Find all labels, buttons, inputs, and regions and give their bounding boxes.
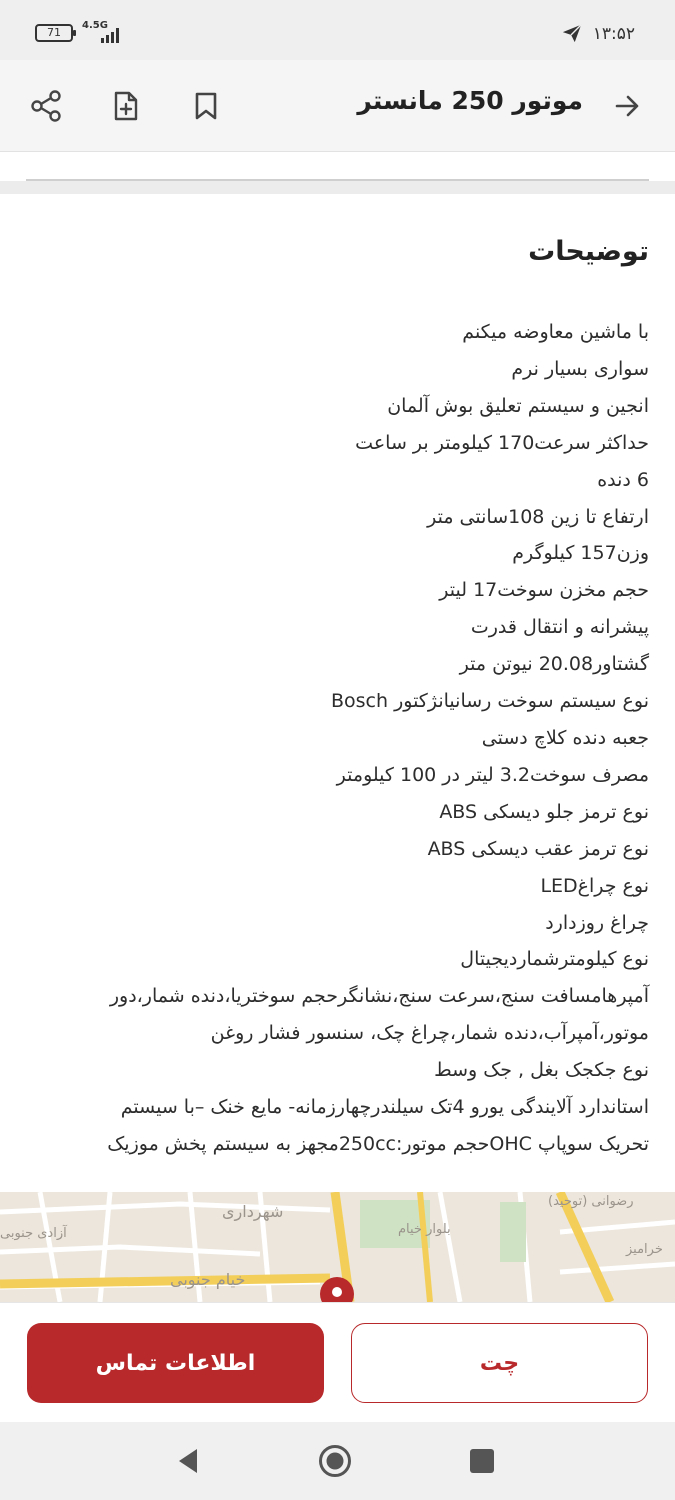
description-line: انجین و سیستم تعلیق بوش آلمان <box>387 394 649 417</box>
description-line: موتور،آمپرآب،دنده شمار،چراغ چک، سنسور فشار روغن <box>210 1022 649 1045</box>
map-label: بلوار خیام <box>398 1222 451 1237</box>
signal-icon <box>100 27 122 43</box>
share-icon <box>30 89 62 123</box>
share-button[interactable] <box>22 82 70 130</box>
nav-home-icon <box>318 1444 352 1478</box>
map-label: رضوانی (توحید) <box>548 1194 634 1209</box>
description-line: 6 دنده <box>597 468 649 491</box>
location-map[interactable] <box>0 1192 675 1302</box>
description-line: نوع چراغLED <box>540 874 649 897</box>
map-label: خرامیز <box>626 1242 663 1257</box>
status-bar <box>0 0 675 60</box>
battery-level: 71 <box>47 26 61 39</box>
nav-home-button[interactable] <box>318 1444 352 1478</box>
description-line: نوع کیلومترشماردیجیتال <box>460 948 649 971</box>
description-line: مصرف سوخت3.2 لیتر در 100 کیلومتر <box>336 763 649 786</box>
nav-back-icon <box>175 1447 201 1475</box>
nav-recents-icon <box>469 1448 495 1474</box>
description-line: آمپرهامسافت سنج،سرعت سنج،نشانگرحجم سوختریا،دنده شمار،دور <box>109 985 649 1008</box>
description-line: نوع ترمز جلو دیسکی ABS <box>439 800 649 823</box>
description-section <box>0 194 675 1192</box>
note-add-icon <box>112 90 140 122</box>
map-label: آزادی جنوبی <box>0 1226 67 1241</box>
system-nav-bar <box>0 1422 675 1500</box>
nav-back-button[interactable] <box>171 1444 205 1478</box>
back-button[interactable] <box>603 82 651 130</box>
description-line: با ماشین معاوضه میکنم <box>462 321 649 343</box>
description-line: گشتاور20.08 نیوتن متر <box>459 653 649 676</box>
map-label: شهرداری <box>222 1202 284 1221</box>
description-text <box>20 314 649 1163</box>
back-arrow-icon <box>613 92 641 120</box>
description-line: چراغ روزدارد <box>545 911 649 934</box>
chat-button[interactable]: چت <box>351 1323 648 1403</box>
description-line: نوع جکجک بغل , جک وسط <box>434 1059 649 1082</box>
description-line: استاندارد آلایندگی یورو 4تک سیلندرچهارزمانه- مایع خنک –با سیستم <box>120 1096 649 1119</box>
description-line: نوع ترمز عقب دیسکی ABS <box>427 837 649 860</box>
section-gap <box>0 181 675 194</box>
description-line: ارتفاع تا زین 108سانتی متر <box>427 505 649 528</box>
description-title: توضیحات <box>528 236 649 267</box>
description-line: تحریک سوپاپ OHCحجم موتور:250ccمجهز به سیستم پخش موزیک <box>107 1132 649 1155</box>
network-type: 4.5G <box>82 20 108 31</box>
nav-recents-button[interactable] <box>465 1444 499 1478</box>
description-line: پیشرانه و انتقال قدرت <box>470 616 649 639</box>
bookmark-icon <box>193 91 219 121</box>
description-line: جعبه دنده کلاچ دستی <box>481 726 649 749</box>
app-header <box>0 60 675 152</box>
add-note-button[interactable] <box>102 82 150 130</box>
battery-icon <box>35 24 73 42</box>
description-line: حجم مخزن سوخت17 لیتر <box>439 579 649 602</box>
page-title: موتور 250 مانستر <box>357 86 583 115</box>
map-pin-icon <box>318 1276 356 1302</box>
action-bar <box>0 1302 675 1422</box>
contact-info-button[interactable]: اطلاعات تماس <box>27 1323 324 1403</box>
description-line: نوع سیستم سوخت رسانیانژکتور Bosch <box>331 690 649 713</box>
description-line: وزن157 کیلوگرم <box>512 542 649 565</box>
network-indicator <box>82 20 124 44</box>
telegram-send-icon <box>561 22 583 44</box>
description-line: سواری بسیار نرم <box>511 357 649 380</box>
description-line: حداکثر سرعت170 کیلومتر بر ساعت <box>355 431 649 454</box>
bookmark-button[interactable] <box>182 82 230 130</box>
map-label: خیام جنوبی <box>170 1270 246 1289</box>
status-clock: ۱۳:۵۲ <box>592 24 635 44</box>
